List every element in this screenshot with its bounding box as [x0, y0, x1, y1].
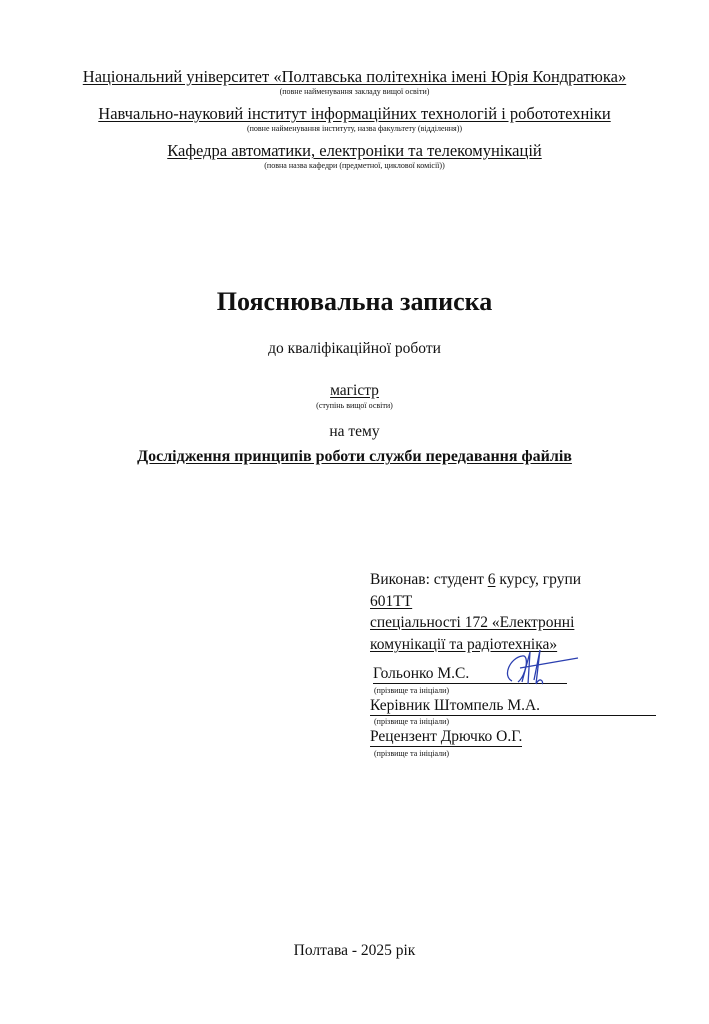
group: 601ТТ [370, 593, 413, 610]
supervisor-name-text: Керівник Штомпель М.А. [370, 697, 656, 716]
institute-caption: (повне найменування інституту, назва факультету (відділення)) [246, 124, 463, 133]
topic-prefix: на тему [329, 423, 380, 440]
degree [0, 382, 709, 400]
performed-by [370, 571, 581, 589]
institute-name-text: Навчально-науковий інститут інформаційних технологій і робототехніки [98, 104, 611, 123]
performed-prefix: Виконав: студент [370, 571, 488, 588]
university-caption: (повне найменування закладу вищої освіти) [279, 87, 430, 96]
university-name [0, 67, 709, 87]
specialty-line-2: комунікації та радіотехніка» [370, 636, 558, 653]
degree-text: магістр [330, 382, 379, 399]
institute-name [0, 104, 709, 124]
course-number: 6 [487, 571, 496, 588]
performed-suffix: курсу, групи [495, 571, 582, 588]
supervisor-name [370, 697, 656, 716]
student-caption: (прізвище та ініціали) [374, 686, 450, 695]
student-name-text: Гольонко М.С. [373, 665, 567, 684]
department-name-text: Кафедра автоматики, електроніки та телекомунікацій [167, 141, 542, 160]
university-name-text: Національний університет «Полтавська політехніка імені Юрія Кондратюка» [82, 67, 627, 86]
supervisor-caption: (прізвище та ініціали) [374, 717, 450, 726]
signature-icon [500, 646, 580, 691]
city-year: Полтава - 2025 рік [293, 942, 416, 959]
subtitle: до кваліфікаційної роботи [268, 340, 441, 357]
reviewer-name-text: Рецензент Дрючко О.Г. [370, 728, 523, 745]
thesis-topic-text: Дослідження принципів роботи служби передавання файлів [137, 448, 572, 465]
page-title: Пояснювальна записка [216, 287, 493, 316]
department-name [0, 141, 709, 161]
thesis-topic [0, 448, 709, 466]
specialty-line-1: спеціальності 172 «Електронні [370, 614, 575, 631]
reviewer-name [370, 728, 522, 747]
degree-caption: (ступінь вищої освіти) [316, 401, 393, 410]
department-caption: (повна назва кафедри (предметної, циклової комісії)) [264, 161, 445, 170]
reviewer-caption: (прізвище та ініціали) [374, 749, 450, 758]
